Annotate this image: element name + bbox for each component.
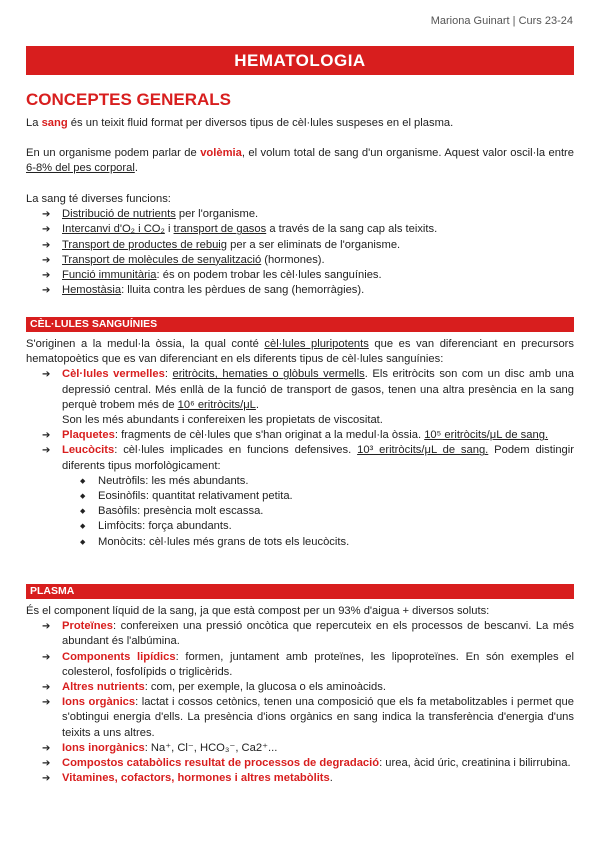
- plasma-block: [26, 604, 574, 786]
- list-item: ➔ Plaquetes: fragments de cèl·lules que s'han originat a la medul·la òssia. 10⁵ eritròcits/μL de sang.: [26, 428, 574, 443]
- list-item: ◆ Basòfils: presència molt escassa.: [62, 504, 574, 519]
- section-bar-cells: CÈL·LULES SANGUÍNIES: [26, 317, 574, 332]
- list-item: ➔ Transport de productes de rebuig per a ser eliminats de l'organisme.: [26, 238, 574, 253]
- page-title: HEMATOLOGIA: [26, 46, 574, 75]
- functions-list: [26, 207, 574, 298]
- list-item: ➔ Vitamines, cofactors, hormones i altres metabòlits.: [26, 771, 574, 786]
- plasma-intro: És el component líquid de la sang, ja que està compost per un 93% d'aigua + diversos soluts:: [26, 605, 490, 617]
- section-heading-conceptes: CONCEPTES GENERALS: [26, 90, 231, 109]
- list-item: ➔ Altres nutrients: com, per exemple, la glucosa o els aminoàcids.: [26, 680, 574, 695]
- list-item: ◆ Eosinòfils: quantitat relativament petita.: [62, 489, 574, 504]
- list-item: ◆ Limfòcits: força abundants.: [62, 519, 574, 534]
- list-item: ◆ Monòcits: cèl·lules més grans de tots els leucòcits.: [62, 535, 574, 550]
- list-item: ➔ Compostos catabòlics resultat de processos de degradació: urea, àcid úric, creatinina i bilirrubina.: [26, 756, 574, 771]
- list-item: ➔ Components lipídics: formen, juntament amb proteïnes, les lipoproteïnes. En són exemples el colesterol, fosfolípids o triglicèrids.: [26, 650, 574, 680]
- author-course-header: Mariona Guinart | Curs 23-24: [430, 15, 573, 27]
- list-item: ➔ Funció immunitària: és on podem trobar les cèl·lules sanguínies.: [26, 268, 574, 283]
- plasma-list: [26, 619, 574, 786]
- list-item: ➔ Proteïnes: confereixen una pressió oncòtica que repercuteix en els processos de bescanvi. La més abundant és l'albúmina.: [26, 619, 574, 649]
- cells-list: [26, 367, 574, 549]
- list-item: ➔ Ions inorgànics: Na⁺, Cl⁻, HCO₃⁻, Ca2⁺...: [26, 741, 574, 756]
- list-item: ➔ Ions orgànics: lactat i cossos cetònics, tenen una composició que els fa metabolitzables i permet que s'obtingui energia d'ells. La presència d'ions orgànics en sang indica la transferència d'energia d'uns teixits a uns altres.: [26, 695, 574, 741]
- list-item: ➔ Transport de molècules de senyalització (hormones).: [26, 253, 574, 268]
- functions-block: [26, 192, 574, 298]
- list-item: ➔ Intercanvi d'O₂ i CO₂ i transport de gasos a través de la sang cap als teixits.: [26, 222, 574, 237]
- intro-paragraph: La sang és un teixit fluid format per diversos tipus de cèl·lules suspeses en el plasma.: [26, 117, 454, 129]
- section-bar-plasma: PLASMA: [26, 584, 574, 599]
- list-item: ➔ Leucòcits: cèl·lules implicades en funcions defensives. 10³ eritròcits/μL de sang. Podem distingir diferents tipus morfològicament: ◆ Neutròfils: les més abundants. ◆ Eosinòfils: quantitat relativament petita. ◆ Basòfils: presència molt escassa. ◆ Limfòcits: força abundants. ◆ Monòcits: cèl·lules més grans de tots els leucòcits.: [26, 443, 574, 549]
- list-item: ◆ Neutròfils: les més abundants.: [62, 474, 574, 489]
- leucocyte-types-list: [62, 474, 574, 550]
- list-item: ➔ Hemostàsia: lluita contra les pèrdues de sang (hemorràgies).: [26, 283, 574, 298]
- list-item: ➔ Cèl·lules vermelles: eritròcits, hematies o glòbuls vermells. Els eritròcits son com un disc amb una depressió central. Més enllà de la funció de transport de gasos, tenen una altra presència en la sang perquè trobem més de 10⁶ eritròcits/μL. Son les més abundants i confereixen les propietats de viscositat.: [26, 367, 574, 428]
- list-item: ➔ Distribució de nutrients per l'organisme.: [26, 207, 574, 222]
- cells-intro: S'originen a la medul·la òssia, la qual conté cèl·lules pluripotents que es van diferenciant en precursors hematopoètics que es van diferenciant en els diferents tipus de cèl·lules sanguínies:: [26, 338, 575, 366]
- cells-block: [26, 337, 574, 550]
- volemia-paragraph: En un organisme podem parlar de volèmia, el volum total de sang d'un organisme. Aquest valor oscil·la entre 6-8% del pes corporal.: [26, 147, 574, 175]
- functions-intro: La sang té diverses funcions:: [26, 193, 171, 205]
